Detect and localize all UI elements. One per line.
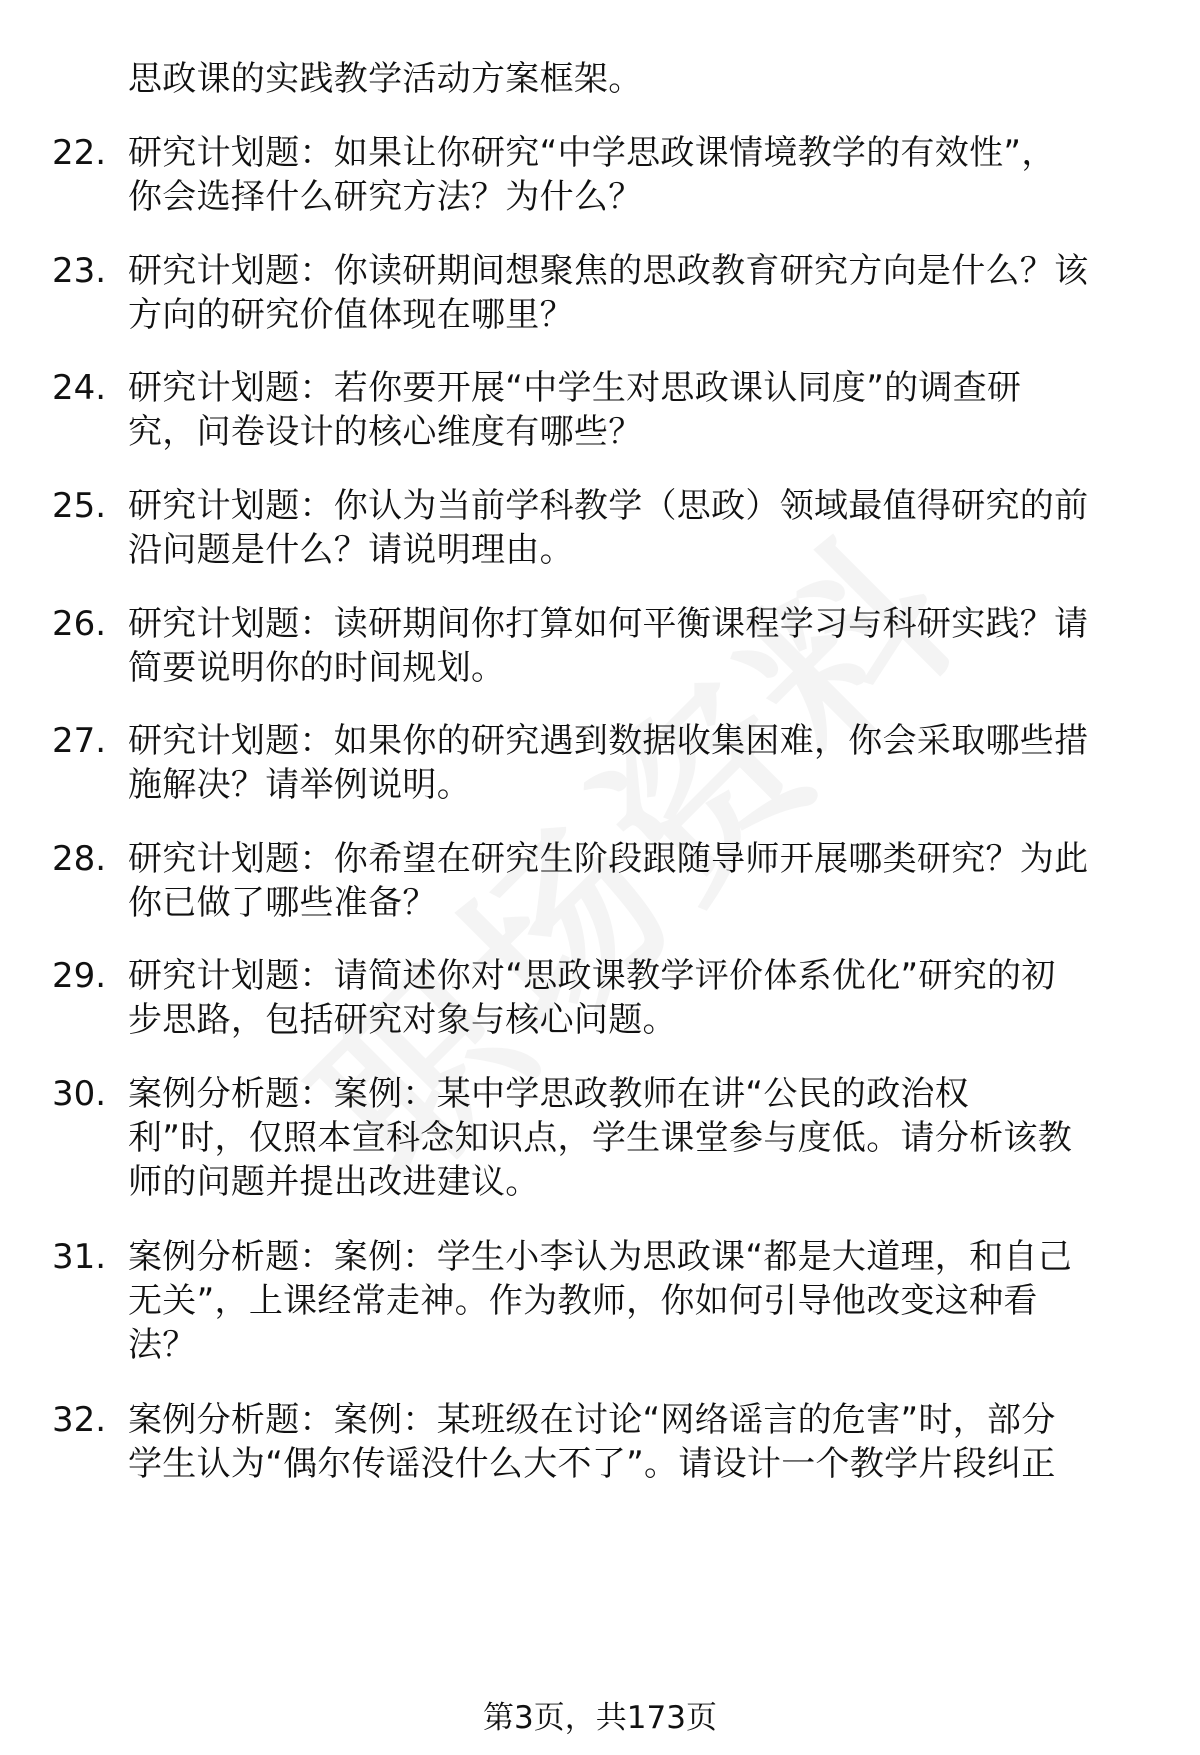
item-line: 研究计划题：你认为当前学科教学（思政）领域最值得研究的前 — [128, 486, 1089, 526]
lead-line: 思政课的实践教学活动方案框架。 — [128, 59, 643, 99]
item-number: 26. — [52, 604, 107, 644]
item-line: 你会选择什么研究方法？为什么？ — [128, 177, 643, 217]
item-line: 无关”，上课经常走神。作为教师，你如何引导他改变这种看 — [128, 1281, 1038, 1321]
item-number: 30. — [52, 1074, 107, 1114]
item-line: 研究计划题：如果你的研究遇到数据收集困难，你会采取哪些措 — [128, 721, 1089, 761]
item-line: 沿问题是什么？请说明理由。 — [128, 530, 574, 570]
item-line: 案例分析题：案例：某班级在讨论“网络谣言的危害”时，部分 — [128, 1400, 1056, 1440]
item-number: 31. — [52, 1237, 107, 1277]
item-line: 法？ — [128, 1325, 197, 1365]
item-line: 步思路，包括研究对象与核心问题。 — [128, 1000, 677, 1040]
item-line: 简要说明你的时间规划。 — [128, 648, 506, 688]
item-number: 24. — [52, 368, 107, 408]
item-number: 32. — [52, 1400, 107, 1440]
item-line: 研究计划题：你希望在研究生阶段跟随导师开展哪类研究？为此 — [128, 839, 1089, 879]
item-line: 研究计划题：请简述你对“思政课教学评价体系优化”研究的初 — [128, 956, 1056, 996]
item-number: 27. — [52, 721, 107, 761]
item-line: 你已做了哪些准备？ — [128, 883, 437, 923]
item-line: 研究计划题：如果让你研究“中学思政课情境教学的有效性”， — [128, 133, 1056, 173]
item-number: 22. — [52, 133, 107, 173]
item-number: 28. — [52, 839, 107, 879]
item-line: 利”时，仅照本宣科念知识点，学生课堂参与度低。请分析该教 — [128, 1118, 1073, 1158]
item-line: 案例分析题：案例：学生小李认为思政课“都是大道理，和自己 — [128, 1237, 1073, 1277]
item-number: 29. — [52, 956, 107, 996]
item-line: 研究计划题：你读研期间想聚焦的思政教育研究方向是什么？该 — [128, 251, 1089, 291]
item-number: 23. — [52, 251, 107, 291]
item-line: 施解决？请举例说明。 — [128, 765, 471, 805]
item-line: 案例分析题：案例：某中学思政教师在讲“公民的政治权 — [128, 1074, 970, 1114]
item-line: 师的问题并提出改进建议。 — [128, 1162, 540, 1202]
item-number: 25. — [52, 486, 107, 526]
item-line: 学生认为“偶尔传谣没什么大不了”。请设计一个教学片段纠正 — [128, 1444, 1056, 1484]
item-line: 研究计划题：读研期间你打算如何平衡课程学习与科研实践？请 — [128, 604, 1089, 644]
page-number-footer: 第3页，共173页 — [483, 1700, 717, 1736]
item-line: 研究计划题：若你要开展“中学生对思政课认同度”的调查研 — [128, 368, 1022, 408]
item-line: 方向的研究价值体现在哪里？ — [128, 295, 574, 335]
item-line: 究，问卷设计的核心维度有哪些？ — [128, 412, 643, 452]
